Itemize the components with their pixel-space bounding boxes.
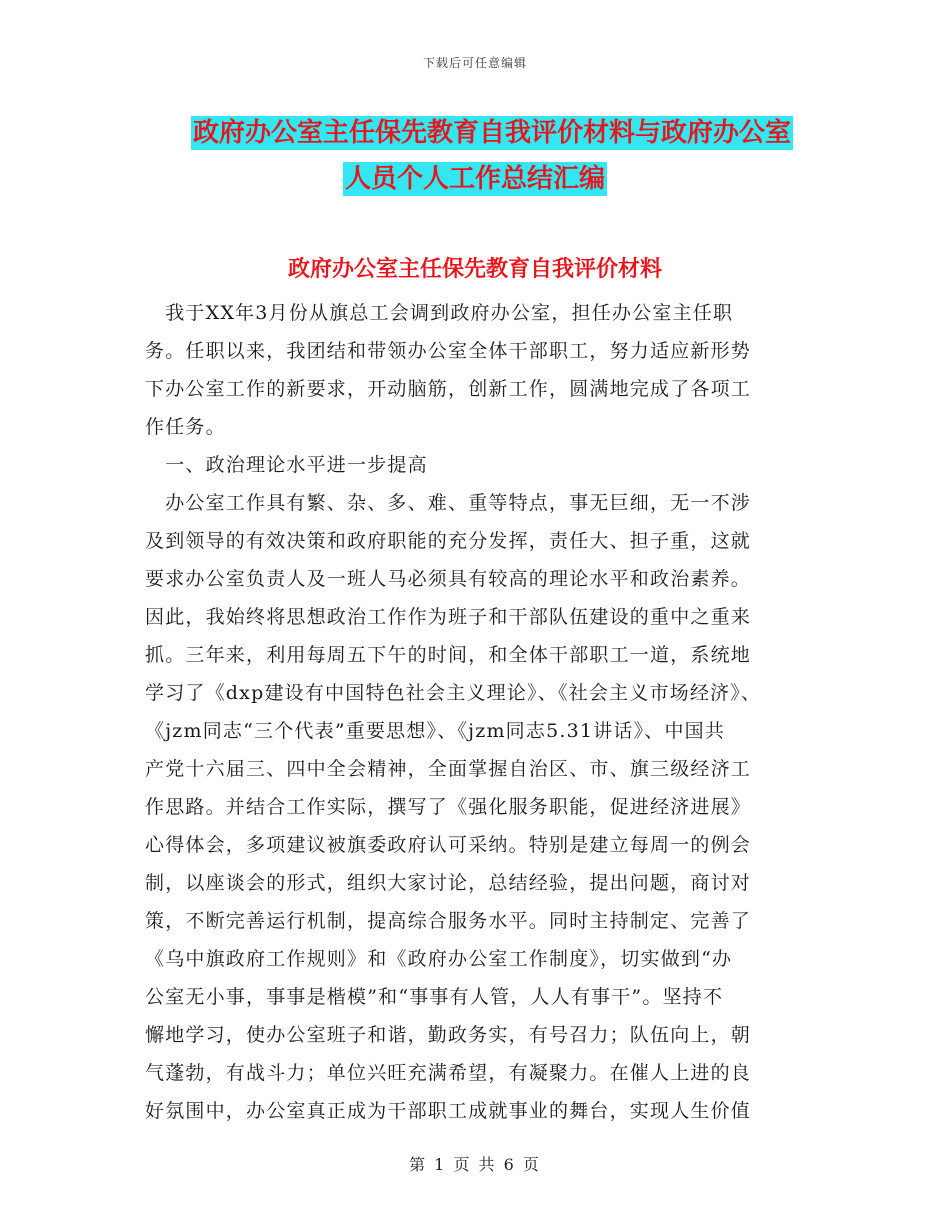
paragraph-line: 心得体会，多项建议被旗委政府认可采纳。特别是建立每周一的例会: [145, 834, 752, 856]
paragraph-line: 我于XX年3月份从旗总工会调到政府办公室，担任办公室主任职: [145, 302, 734, 324]
paragraph-line: 办公室工作具有繁、杂、多、难、重等特点，事无巨细，无一不涉: [145, 492, 752, 514]
paragraph-line: 务。任职以来，我团结和带领办公室全体干部职工，努力适应新形势: [145, 340, 752, 362]
document-title-line-2-text: 人员个人工作总结汇编: [344, 164, 605, 194]
paragraph-line: 懈地学习，使办公室班子和谐，勤政务实，有号召力；队伍向上，朝: [145, 1024, 752, 1046]
paragraph-line: 因此，我始终将思想政治工作作为班子和干部队伍建设的重中之重来: [145, 606, 752, 628]
document-title-line-1: [0, 112, 950, 149]
paragraph-line: 作思路。并结合工作实际，撰写了《强化服务职能，促进经济进展》: [145, 796, 752, 818]
body-text: [145, 294, 815, 1130]
paragraph-line: 抓。三年来，利用每周五下午的时间，和全体干部职工一道，系统地: [145, 644, 752, 666]
paragraph-line: 《jzm同志“三个代表”重要思想》、《jzm同志5.31讲话》、中国共: [145, 720, 726, 742]
paragraph-line: 公室无小事，事事是楷模”和“事事有人管，人人有事干”。坚持不: [145, 986, 724, 1008]
paragraph-line: 产党十六届三、四中全会精神，全面掌握自治区、市、旗三级经济工: [145, 758, 752, 780]
page-number-footer: 第 1 页 共 6 页: [409, 1155, 541, 1174]
document-title-line-1-text: 政府办公室主任保先教育自我评价材料与政府办公室: [192, 118, 791, 148]
paragraph-line: 下办公室工作的新要求，开动脑筋，创新工作，圆满地完成了各项工: [145, 378, 752, 400]
paragraph-line: 《乌中旗政府工作规则》和《政府办公室工作制度》，切实做到“办: [145, 948, 733, 970]
paragraph-line: 策，不断完善运行机制，提高综合服务水平。同时主持制定、完善了: [145, 910, 752, 932]
section-title: 政府办公室主任保先教育自我评价材料: [287, 257, 662, 282]
document-title-line-2: [0, 158, 950, 195]
paragraph-line: 作任务。: [145, 416, 226, 438]
header-note: 下载后可任意编辑: [422, 56, 527, 70]
section-heading: 一、政治理论水平进一步提高: [145, 454, 428, 476]
paragraph-line: 要求办公室负责人及一班人马必须具有较高的理论水平和政治素养。: [145, 568, 752, 590]
paragraph-line: 好氛围中，办公室真正成为干部职工成就事业的舞台，实现人生价值: [145, 1100, 752, 1122]
paragraph-line: 及到领导的有效决策和政府职能的充分发挥，责任大、担子重，这就: [145, 530, 752, 552]
paragraph-line: 制，以座谈会的形式，组织大家讨论，总结经验，提出问题，商讨对: [145, 872, 752, 894]
paragraph-line: 气蓬勃，有战斗力；单位兴旺充满希望，有凝聚力。在催人上进的良: [145, 1062, 752, 1084]
paragraph-line: 学习了《dxp建设有中国特色社会主义理论》、《社会主义市场经济》、: [145, 682, 762, 704]
